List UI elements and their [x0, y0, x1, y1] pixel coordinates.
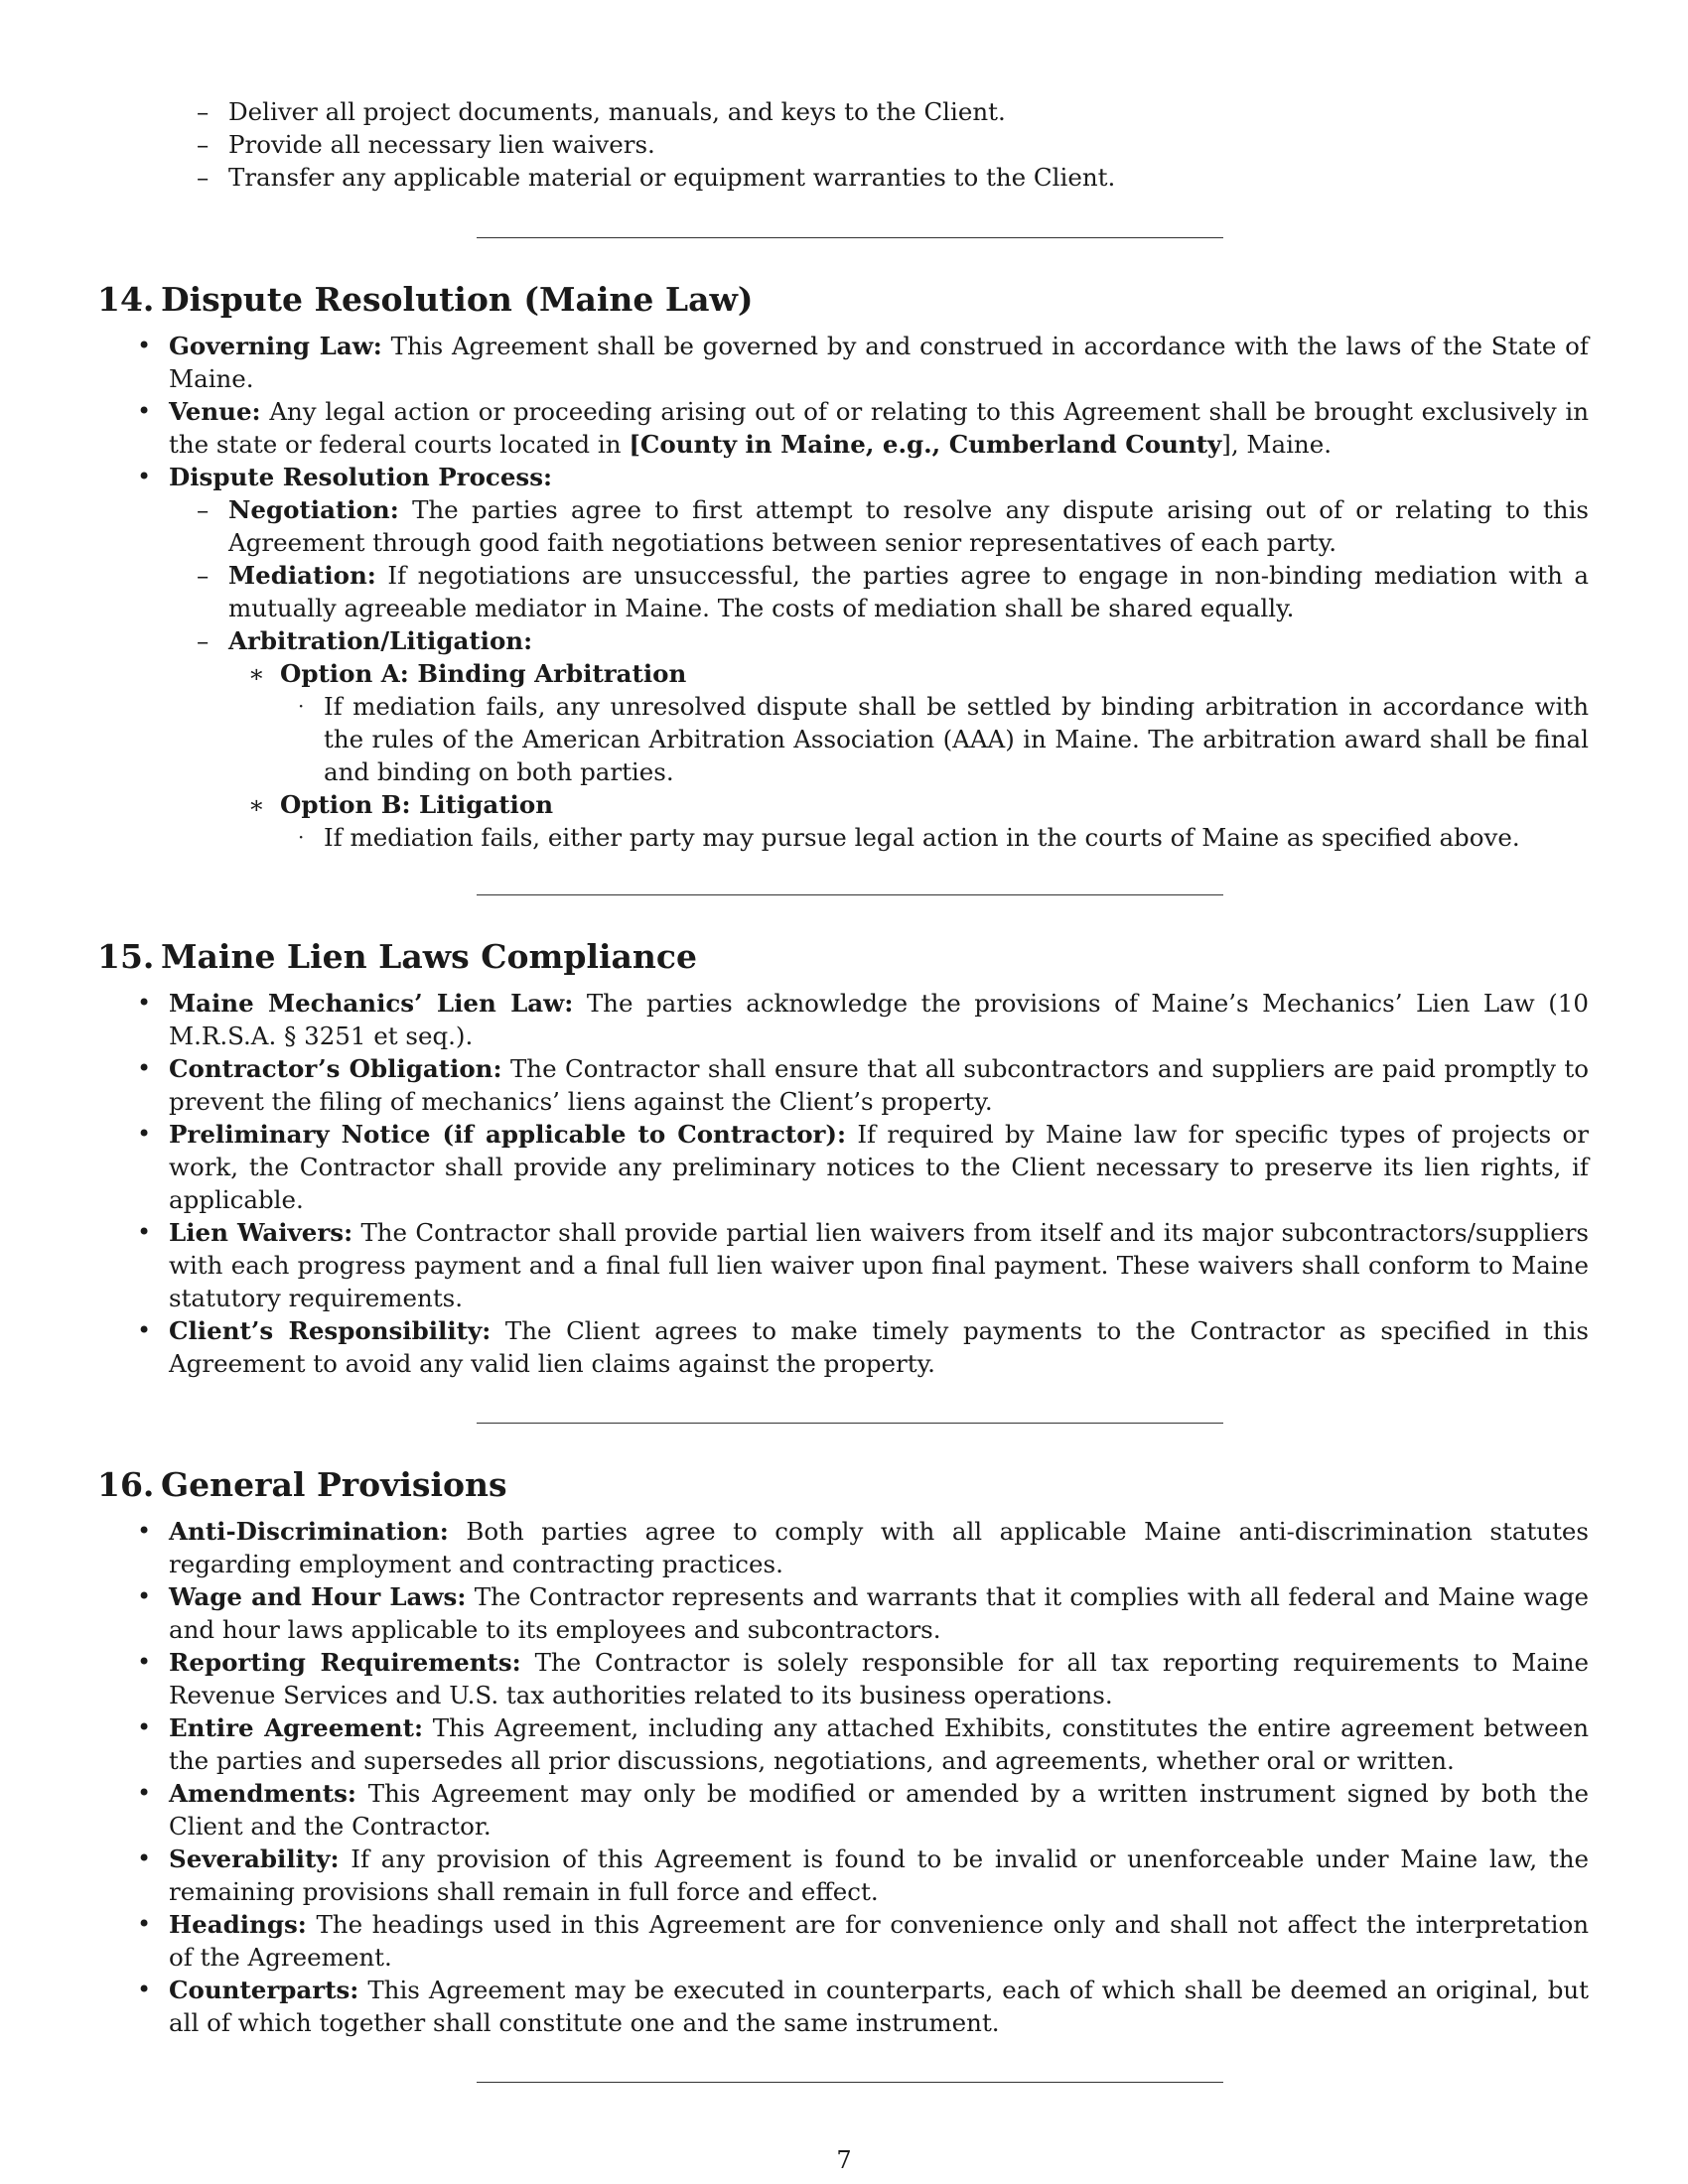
asterisk-marker: ∗	[248, 659, 265, 688]
list-item	[97, 657, 1589, 690]
bullet-marker: •	[137, 1218, 152, 1246]
list-item	[97, 1515, 1589, 1580]
bullet-marker: •	[137, 1648, 152, 1676]
dash-marker: –	[197, 495, 210, 524]
bullet-marker: •	[137, 1316, 152, 1344]
list-item	[97, 788, 1589, 821]
list-item-text: Deliver all project documents, manuals, and keys to the Client.	[228, 97, 1006, 126]
list-item-text: Transfer any applicable material or equipment warranties to the Client.	[228, 163, 1116, 192]
intro-list	[97, 95, 1589, 194]
item-text: This Agreement may only be modified or amended by a written instrument signed by both the Client and the Contractor.	[169, 1779, 1589, 1841]
item-text: If negotiations are unsuccessful, the parties agree to engage in non-binding mediation with a mutually agreeable mediator in Maine. The costs of mediation shall be shared equally.	[228, 561, 1589, 622]
section-number: 14.	[97, 280, 155, 319]
asterisk-marker: ∗	[248, 790, 265, 819]
section-15-heading	[97, 937, 1589, 977]
page-content	[97, 95, 1589, 2083]
item-label: Headings:	[169, 1910, 307, 1939]
list-item	[97, 128, 1589, 161]
bullet-marker: •	[137, 1517, 152, 1545]
dot-marker: ·	[298, 694, 305, 718]
item-text: The parties agree to first attempt to resolve any dispute arising out of or relating to this Agreement through good faith negotiations between senior representatives of each party.	[228, 495, 1589, 557]
item-label: Governing Law:	[169, 332, 382, 360]
list-item	[97, 559, 1589, 624]
bullet-marker: •	[137, 1976, 152, 2003]
list-item	[97, 1580, 1589, 1646]
bracket-open: [	[629, 430, 640, 459]
bullet-marker: •	[137, 1120, 152, 1148]
list-item	[97, 493, 1589, 559]
dash-marker: –	[197, 130, 210, 159]
item-label: Maine Mechanics’ Lien Law:	[169, 989, 574, 1018]
item-label: Dispute Resolution Process:	[169, 463, 553, 491]
item-text: If any provision of this Agreement is found to be invalid or unenforceable under Maine law, the remaining provisions shall remain in full force and effect.	[169, 1844, 1589, 1906]
item-label: Venue:	[169, 397, 261, 426]
item-text: The Client agrees to make timely payments to the Contractor as specified in this Agreement to avoid any valid lien claims against the property.	[169, 1316, 1589, 1378]
bullet-marker: •	[137, 1582, 152, 1610]
section-divider	[477, 2082, 1223, 2083]
list-item	[97, 95, 1589, 128]
list-item	[97, 1052, 1589, 1118]
item-text: The Contractor shall ensure that all subcontractors and suppliers are paid promptly to prevent the filing of mechanics’ liens against the Client’s property.	[169, 1054, 1590, 1116]
bullet-marker: •	[137, 1910, 152, 1938]
item-label: Option B: Litigation	[280, 790, 554, 819]
item-label: Amendments:	[169, 1779, 356, 1808]
list-item	[97, 161, 1589, 194]
item-label: Arbitration/Litigation:	[228, 626, 533, 655]
item-text: The Contractor shall provide partial lien waivers from itself and its major subcontractors/suppliers with each progress payment and a final full lien waiver upon final payment. These waivers shall conform to Maine statutory requirements.	[169, 1218, 1589, 1312]
item-text: If mediation fails, any unresolved dispute shall be settled by binding arbitration in accordance with the rules of the American Arbitration Association (AAA) in Maine. The arbitration award shall be final and binding on both parties.	[324, 692, 1589, 786]
item-text: The headings used in this Agreement are for convenience only and shall not affect the interpretation of the Agreement.	[169, 1910, 1589, 1972]
list-item	[97, 1646, 1589, 1711]
bullet-marker: •	[137, 1054, 152, 1082]
item-label: Lien Waivers:	[169, 1218, 353, 1247]
item-label: Wage and Hour Laws:	[169, 1582, 467, 1611]
list-item	[97, 1118, 1589, 1216]
list-item-text: Provide all necessary lien waivers.	[228, 130, 655, 159]
item-text: If required by Maine law for specific types of projects or work, the Contractor shall provide any preliminary notices to the Client necessary to preserve its lien rights, if applicable.	[169, 1120, 1589, 1214]
bullet-marker: •	[137, 332, 152, 359]
section-number: 15.	[97, 937, 155, 976]
item-text: This Agreement may be executed in counterparts, each of which shall be deemed an original, but all of which together shall constitute one and the same instrument.	[169, 1976, 1589, 2037]
dash-marker: –	[197, 561, 210, 590]
list-item	[97, 1908, 1589, 1974]
item-text-end: ], Maine.	[1221, 430, 1332, 459]
item-text: The parties acknowledge the provisions of Maine’s Mechanics’ Lien Law (10 M.R.S.A. § 3251 et seq.).	[169, 989, 1589, 1050]
item-text: The Contractor is solely responsible for all tax reporting requirements to Maine Revenue Services and U.S. tax authorities related to its business operations.	[169, 1648, 1589, 1709]
list-item	[97, 1314, 1589, 1380]
section-title: Dispute Resolution (Maine Law)	[161, 280, 754, 319]
item-text: Both parties agree to comply with all applicable Maine anti-discrimination statutes regarding employment and contracting practices.	[169, 1517, 1589, 1578]
item-label: Mediation:	[228, 561, 376, 590]
list-item	[97, 1777, 1589, 1843]
list-item	[97, 1974, 1589, 2039]
item-text: The Contractor represents and warrants that it complies with all federal and Maine wage and hour laws applicable to its employees and subcontractors.	[169, 1582, 1590, 1644]
list-item	[97, 1711, 1589, 1777]
list-item	[97, 1843, 1589, 1908]
dash-marker: –	[197, 626, 210, 655]
bullet-marker: •	[137, 397, 152, 425]
section-title: General Provisions	[161, 1465, 507, 1504]
bullet-marker: •	[137, 1713, 152, 1741]
list-item	[97, 461, 1589, 493]
bullet-marker: •	[137, 1844, 152, 1872]
item-text: This Agreement, including any attached Exhibits, constitutes the entire agreement between the parties and supersedes all prior discussions, negotiations, and agreements, whether oral or written.	[169, 1713, 1589, 1775]
item-label: Negotiation:	[228, 495, 399, 524]
item-label: Anti-Discrimination:	[169, 1517, 449, 1546]
item-label: Contractor’s Obligation:	[169, 1054, 502, 1083]
item-label: Option A: Binding Arbitration	[280, 659, 687, 688]
item-label: Preliminary Notice (if applicable to Contractor):	[169, 1120, 847, 1149]
section-16-heading	[97, 1465, 1589, 1505]
bullet-marker: •	[137, 463, 152, 490]
bullet-marker: •	[137, 1779, 152, 1807]
item-text: This Agreement shall be governed by and construed in accordance with the laws of the State of Maine.	[169, 332, 1589, 393]
dot-marker: ·	[298, 825, 305, 849]
list-item	[97, 330, 1589, 395]
list-item	[97, 395, 1589, 461]
dash-marker: –	[197, 97, 210, 126]
item-label: Reporting Requirements:	[169, 1648, 521, 1677]
page-number: 7	[836, 2146, 852, 2174]
list-item	[97, 624, 1589, 657]
section-number: 16.	[97, 1465, 155, 1504]
item-label: Client’s Responsibility:	[169, 1316, 492, 1345]
item-label: Severability:	[169, 1844, 340, 1873]
county-placeholder: County in Maine, e.g., Cumberland County	[639, 430, 1222, 459]
item-label: Entire Agreement:	[169, 1713, 423, 1742]
list-item	[97, 1216, 1589, 1314]
list-item	[97, 987, 1589, 1052]
item-label: Counterparts:	[169, 1976, 359, 2004]
item-text: If mediation fails, either party may pursue legal action in the courts of Maine as specified above.	[324, 823, 1520, 852]
section-14-heading	[97, 280, 1589, 320]
section-title: Maine Lien Laws Compliance	[161, 937, 698, 976]
list-item	[97, 690, 1589, 788]
list-item	[97, 821, 1589, 854]
item-text: Any legal action or proceeding arising out of or relating to this Agreement shall be brought exclusively in the state or federal courts located in	[169, 397, 1589, 459]
bullet-marker: •	[137, 989, 152, 1017]
dash-marker: –	[197, 163, 210, 192]
